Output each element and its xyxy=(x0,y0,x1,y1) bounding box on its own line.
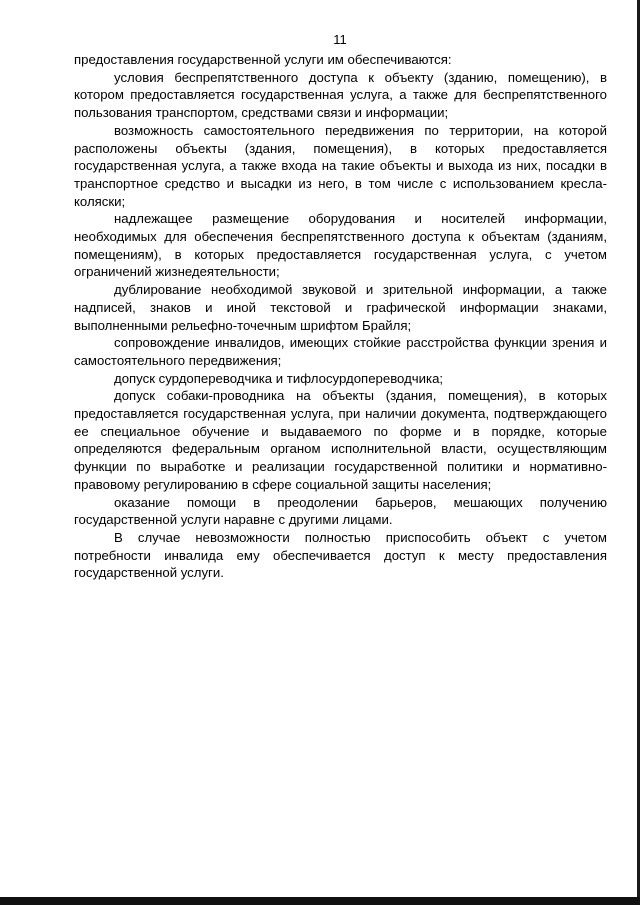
paragraph-impossibility: В случае невозможности полностью приспособить объект с учетом потребности инвалида ему обеспечивается доступ к месту предоставления государственной услуги. xyxy=(74,529,607,581)
paragraph-interpreter: допуск сурдопереводчика и тифлосурдопереводчика; xyxy=(114,370,444,386)
paragraph-guide-dog: допуск собаки-проводника на объекты (здания, помещения), в которых предоставляется государственная услуга, при наличии документа, подтверждающего ее специальное обучение и выдаваемого по форме и в порядке, которые определяются федеральным органом исполнительной власти, осуществляющим функции по выработке и реализации государственной политики и нормативно-правовому регулированию в сфере социальной защиты населения; xyxy=(74,388,607,492)
paragraph-movement: возможность самостоятельного передвижения по территории, на которой расположены объекты (здания, помещения), в которых предоставляется государственная услуга, а также входа на такие объекты и выхода из них, посадки в транспортное средство и высадки из него, в том числе с использованием кресла-коляски; xyxy=(74,122,607,209)
paragraph-equipment: надлежащее размещение оборудования и носителей информации, необходимых для обеспечения беспрепятственного доступа к объектам (зданиям, помещениям), в которых предоставляется государственная услуга, с учетом ограничений жизнедеятельности; xyxy=(74,211,607,280)
paragraph-access-conditions: условия беспрепятственного доступа к объекту (зданию, помещению), в котором предоставляется государственная услуга, а также для беспрепятственного пользования транспортом, средствами связи и информации; xyxy=(74,69,607,121)
scan-edge-bottom xyxy=(0,897,640,905)
paragraph-duplication: дублирование необходимой звуковой и зрительной информации, а также надписей, знаков и иной текстовой и графической информации знаками, выполненными рельефно-точечным шрифтом Брайля; xyxy=(74,282,607,333)
paragraph-continuation: предоставления государственной услуги им обеспечиваются: xyxy=(74,52,452,67)
page-number: 11 xyxy=(333,32,347,47)
paragraph-assistance: оказание помощи в преодолении барьеров, мешающих получению государственной услуги наравне с другими лицами. xyxy=(74,494,607,528)
document-body xyxy=(74,51,607,582)
paragraph-escort: сопровождение инвалидов, имеющих стойкие расстройства функции зрения и самостоятельного передвижения; xyxy=(74,335,607,368)
